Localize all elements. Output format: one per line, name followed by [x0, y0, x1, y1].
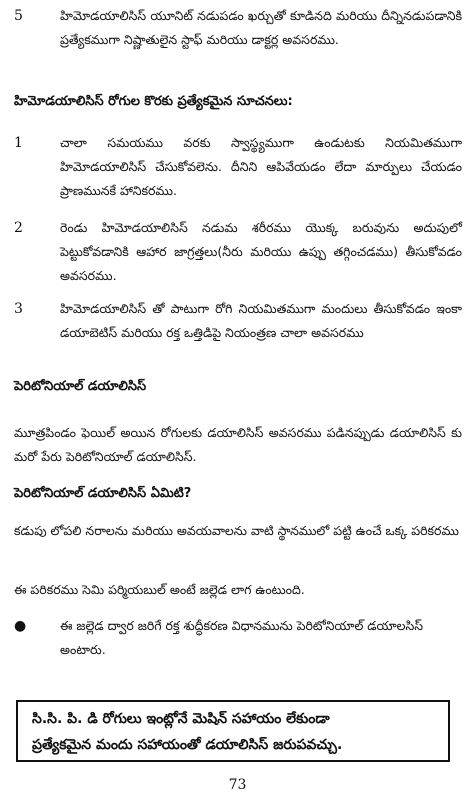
item-number: 2: [14, 220, 23, 236]
numbered-item-1: [14, 131, 462, 203]
numbered-item-3: [14, 297, 462, 345]
item-number: 1: [14, 135, 23, 151]
item-number: 5: [14, 8, 23, 24]
paragraph-peritoneal-intro: మూత్రపిండం ఫెయిల్ అయిన రోగులకు డయాలిసిస్ అవసరము పడినప్పుడు డయాలిసిస్ కు మరో పేరు పెరిటోనియాల్ డయాలిసిస్.: [14, 425, 462, 464]
bullet-item: [14, 614, 462, 662]
heading-peritoneal-dialysis: పెరిటోనియాల్ డయాలిసిస్: [14, 379, 147, 394]
item-text: చాలా సమయము వరకు స్వాస్థ్యముగా ఉండుటకు నియమితముగా హిమోడయాలిసిస్ చేసుకోవలెను. దీనిని ఆపివేయడం లేదా మార్పులు చేయడం ప్రాణమునకే హానికరము.: [60, 135, 462, 198]
page-number: 73: [228, 777, 247, 793]
notice-box: [16, 700, 450, 762]
numbered-item-5: [14, 4, 462, 52]
numbered-item-2: [14, 216, 462, 288]
bullet-text: ఈ జల్లెడ ద్వార జరిగే రక్త శుద్ధీకరణ విధానమును పెరిటోనియాల్ డయాలసిస్ అంటారు.: [60, 618, 424, 657]
notice-line-1: సి.సి. పి. డి రోగులు ఇంట్లోనే మెషిన్ సహాయం లేకుండా: [32, 711, 330, 727]
paragraph-definition: కడుపు లోపలి నరాలను మరియు అవయవాలను వాటి స్థానములో పట్టి ఉంచే ఒక్క పరికరము: [14, 523, 460, 538]
bullet-icon: ●: [14, 618, 27, 634]
paragraph-semi-permeable: ఈ పరికరము సెమి పర్మియబుల్ అంటే జల్లెడ లాగ ఉంటుంది.: [14, 582, 305, 597]
notice-line-2: ప్రత్యేకమైన మందు సహాయంతో డయాలిసిస్ జరుపవచ్చు.: [32, 737, 343, 753]
item-text: హిమోడయాలిసిస్ యూనిట్ నడుపడం ఖర్చుతో కూడినది మరియు దీన్నినడుపడానికి ప్రత్యేకముగా నిష్ణాతులైన స్టాఫ్ మరియు డాక్టర్ల అవసరము.: [60, 8, 462, 47]
item-text: రెండు హిమోడయాలిసిస్ నడుమ శరీరము యొక్క బరువును అదుపులో పెట్టుకోవడానికి ఆహార జాగ్రత్తలు(నీరు మరియు ఉప్పు తగ్గించడము) తీసుకోవడం అవసరము.: [60, 220, 462, 283]
heading-hemodialysis-instructions: హిమోడయాలిసిస్ రోగుల కొరకు ప్రత్యేకమైన సూచనలు:: [14, 94, 293, 109]
item-number: 3: [14, 301, 23, 317]
item-text: హిమోడయాలిసిస్ తో పాటుగా రోగి నియమితముగా మందులు తీసుకోవడం ఇంకా డయాబెటిస్ మరియు రక్త ఒత్తిడిపై నియంత్రణ చాలా అవసరము: [60, 301, 462, 340]
heading-what-is-peritoneal-dialysis: పెరిటోనియాల్ డయాలిసిస్ ఏమిటి?: [14, 486, 192, 501]
